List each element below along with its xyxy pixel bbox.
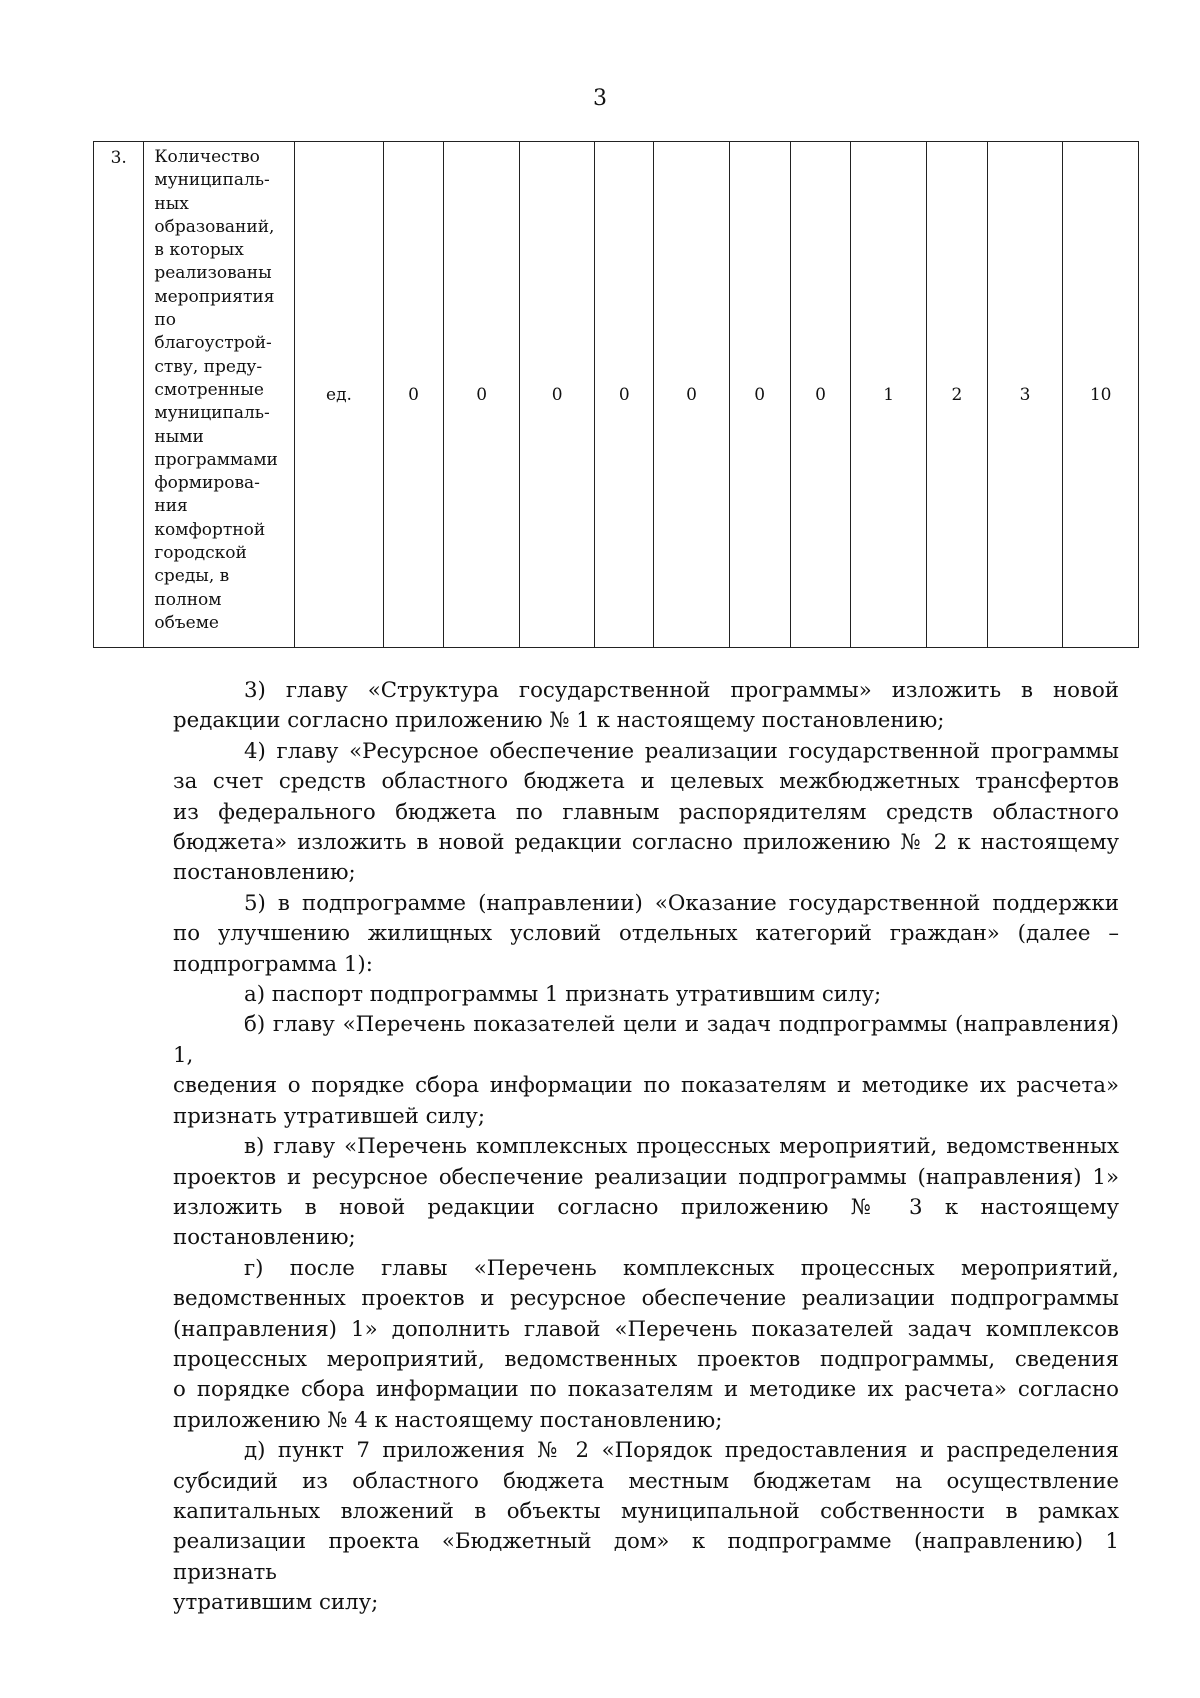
value-cell: 2	[926, 142, 987, 648]
paragraph-line: признать утратившей силу;	[173, 1103, 486, 1129]
indicator-name-line: реализованы	[154, 263, 272, 284]
paragraph-line: приложению № 4 к настоящему постановлению;	[173, 1407, 723, 1433]
indicator-name-line: ния	[154, 496, 188, 517]
page-number: 3	[593, 86, 607, 111]
paragraph	[173, 980, 1119, 1010]
indicator-name-line: комфортной	[154, 519, 266, 540]
value-cell: 1	[851, 142, 927, 648]
paragraph-line: редакции согласно приложению № 1 к настоящему постановлению;	[173, 708, 945, 734]
paragraph-line: ведомственных проектов и ресурсное обеспечение реализации подпрограммы	[173, 1286, 1119, 1312]
paragraph-line: постановлению;	[173, 1225, 356, 1251]
value-cell: 0	[729, 142, 790, 648]
paragraph-line: (направления) 1» дополнить главой «Перечень показателей задач комплексов	[173, 1316, 1119, 1342]
value-cell: 3	[987, 142, 1063, 648]
paragraph-line: а) паспорт подпрограммы 1 признать утратившим силу;	[244, 982, 882, 1008]
paragraph	[173, 1436, 1119, 1618]
value-cell: 0	[444, 142, 520, 648]
indicator-name-line: среды, в	[154, 566, 230, 587]
paragraph-line: утратившим силу;	[173, 1590, 379, 1616]
indicator-name-line: мероприятия	[154, 286, 275, 307]
value-cell: 0	[595, 142, 654, 648]
indicator-name-line: в которых	[154, 240, 244, 261]
paragraph-line: реализации проекта «Бюджетный дом» к подпрограмме (направлению) 1 признать	[173, 1529, 1119, 1585]
value-cell: 0	[383, 142, 444, 648]
value-cell: 0	[654, 142, 730, 648]
indicator-name-line: городской	[154, 543, 247, 564]
indicator-name-line: программами	[154, 449, 278, 470]
paragraph-line: по улучшению жилищных условий отдельных категорий граждан» (далее –	[173, 921, 1119, 947]
paragraph-line: 3) главу «Структура государственной программы» изложить в новой	[244, 678, 1119, 703]
paragraph-line: из федерального бюджета по главным распорядителям средств областного	[173, 799, 1119, 825]
indicator-name-line: ству, преду-	[154, 356, 263, 377]
paragraph-line: подпрограмма 1):	[173, 951, 373, 977]
indicator-name-line: смотренные	[154, 379, 264, 400]
paragraph	[173, 1132, 1119, 1254]
paragraph-line: д) пункт 7 приложения № 2 «Порядок предоставления и распределения	[244, 1438, 1119, 1464]
indicator-name-line: благоустрой-	[154, 333, 272, 354]
paragraph	[173, 737, 1119, 889]
indicator-name-line: объеме	[154, 612, 219, 633]
paragraph-line: 5) в подпрограмме (направлении) «Оказание государственной поддержки	[244, 890, 1119, 916]
indicator-name-line: муниципаль-	[154, 403, 270, 424]
indicator-name-line: образований,	[154, 216, 275, 237]
paragraph-line: изложить в новой редакции согласно приложению № 3 к настоящему	[173, 1194, 1119, 1220]
row-number-cell: 3.	[94, 142, 144, 648]
value-cell: 0	[519, 142, 595, 648]
indicator-name-line: муниципаль-	[154, 170, 270, 191]
paragraph	[173, 676, 1119, 737]
indicator-name-line: по	[154, 310, 176, 331]
paragraph-line: постановлению;	[173, 860, 356, 886]
indicator-name-line: Количество	[154, 147, 260, 167]
paragraph-line: г) после главы «Перечень комплексных процессных мероприятий,	[244, 1255, 1119, 1281]
paragraph-line: капитальных вложений в объекты муниципальной собственности в рамках	[173, 1498, 1119, 1524]
paragraph-line: б) главу «Перечень показателей цели и задач подпрограммы (направления) 1,	[173, 1012, 1119, 1068]
paragraph-line: проектов и ресурсное обеспечение реализации подпрограммы (направления) 1»	[173, 1164, 1119, 1190]
indicator-name-line: ных	[154, 193, 189, 214]
paragraph-line: процессных мероприятий, ведомственных проектов подпрограммы, сведения	[173, 1346, 1119, 1372]
paragraph-line: субсидий из областного бюджета местным бюджетам на осуществление	[173, 1468, 1119, 1494]
value-cell: 0	[790, 142, 851, 648]
body-text	[173, 676, 1119, 1619]
paragraph	[173, 1254, 1119, 1436]
value-cell: 10	[1063, 142, 1139, 648]
indicator-table	[93, 141, 1139, 648]
paragraph	[173, 889, 1119, 980]
paragraph-line: о порядке сбора информации по показателям и методике их расчета» согласно	[173, 1377, 1119, 1403]
paragraph-line: за счет средств областного бюджета и целевых межбюджетных трансфертов	[173, 769, 1119, 795]
paragraph-line: бюджета» изложить в новой редакции согласно приложению № 2 к настоящему	[173, 830, 1119, 856]
unit-cell: ед.	[295, 142, 383, 648]
indicator-name-line: формирова-	[154, 473, 260, 494]
paragraph	[173, 1010, 1119, 1132]
indicator-name-line: ными	[154, 426, 204, 447]
indicator-name-cell	[144, 142, 295, 648]
indicator-name-line: полном	[154, 589, 222, 610]
paragraph-line: в) главу «Перечень комплексных процессных мероприятий, ведомственных	[244, 1134, 1119, 1160]
table-row	[94, 142, 1139, 648]
paragraph-line: сведения о порядке сбора информации по показателям и методике их расчета»	[173, 1073, 1119, 1099]
paragraph-line: 4) главу «Ресурсное обеспечение реализации государственной программы	[244, 738, 1119, 764]
